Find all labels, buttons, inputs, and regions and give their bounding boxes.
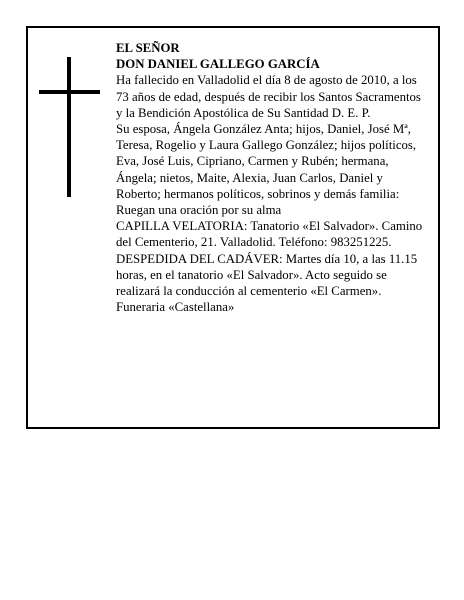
deceased-name: DON DANIEL GALLEGO GARCÍA (116, 57, 320, 72)
cross-horizontal-bar (39, 90, 100, 94)
family-list: Su esposa, Ángela González Anta; hijos, Daniel, José Mª, Teresa, Rogelio y Laura Gallego González; hijos políticos, Eva, José Luis, Cipriano, Carmen y Rubén; hermana, Ángela; nietos, Maite, Alexia, Juan Carlos, Daniel y Roberto; hermanos políticos, sobrinos y demás familia: (116, 122, 417, 201)
notice-text (116, 40, 426, 315)
prayer-request: Ruegan una oración por su alma (116, 203, 282, 218)
funeral-home: Funeraria «Castellana» (116, 300, 235, 315)
death-announcement: Ha fallecido en Valladolid el día 8 de agosto de 2010, a los 73 años de edad, después de recibir los Santos Sacramentos y la Bendición Apostólica de Su Santidad D. E. P. (116, 73, 421, 120)
obituary-notice (26, 26, 440, 429)
funeral-departure-info: DESPEDIDA DEL CADÁVER: Martes día 10, a las 11.15 horas, en el tanatorio «El Salvador». Acto seguido se realizará la conducción al cementerio «El Carmen». (116, 251, 418, 299)
title-line-1: EL SEÑOR (116, 41, 180, 55)
cross-vertical-bar (67, 57, 71, 197)
wake-chapel-info: CAPILLA VELATORIA: Tanatorio «El Salvador». Camino del Cementerio, 21. Valladolid. Teléfono: 983251225. (116, 219, 423, 250)
